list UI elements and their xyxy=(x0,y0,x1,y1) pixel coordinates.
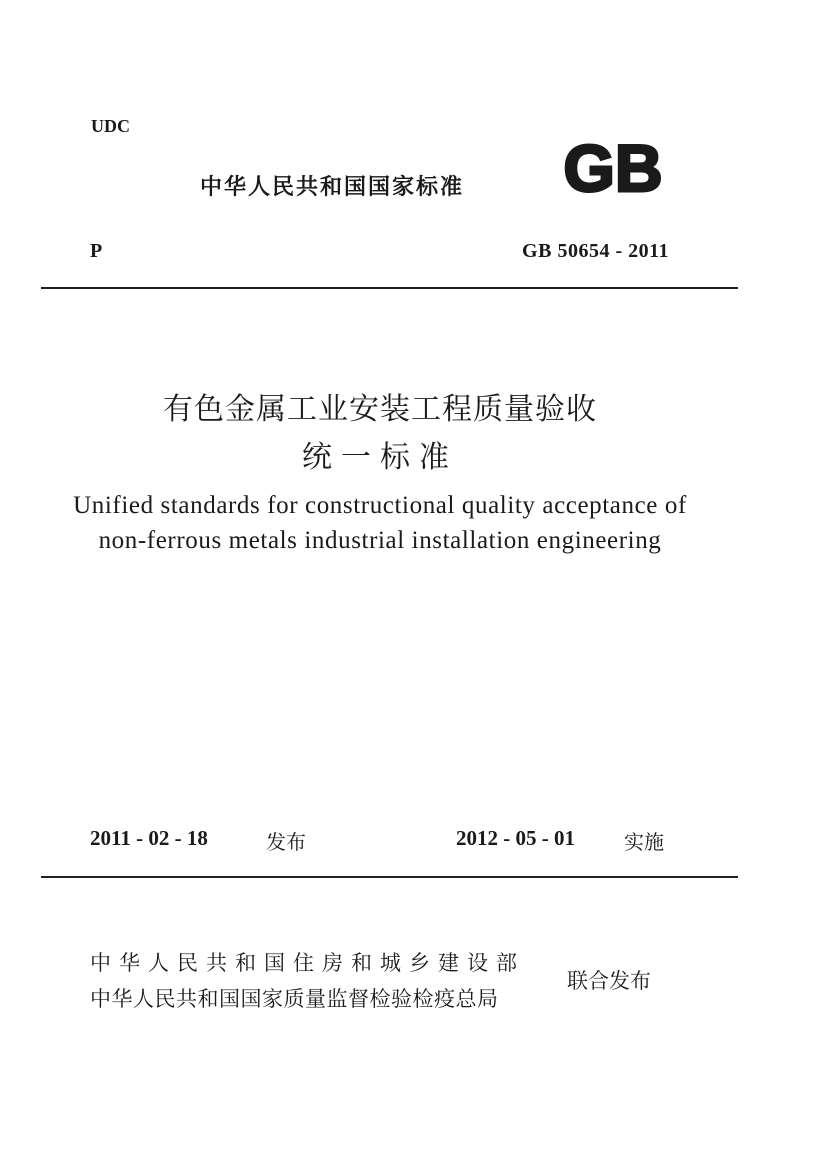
gb-logo xyxy=(552,135,674,201)
classification-code: P xyxy=(90,240,103,262)
top-divider xyxy=(41,287,738,289)
title-en-line1: Unified standards for constructional quality acceptance of xyxy=(73,492,687,519)
title-cn-line2: 统一标准 xyxy=(302,440,458,475)
issue-date: 2011 - 02 - 18 xyxy=(90,826,208,850)
issue-label: 发布 xyxy=(266,830,306,854)
gb-logo-text: GB xyxy=(563,135,663,201)
effective-label: 实施 xyxy=(624,830,664,854)
effective-date: 2012 - 05 - 01 xyxy=(456,826,575,850)
issuer-aqsiq: 中华人民共和国国家质量监督检验检疫总局 xyxy=(90,987,499,1011)
standard-type-heading: 中华人民共和国国家标准 xyxy=(200,175,465,200)
bottom-divider xyxy=(41,876,738,878)
udc-label: UDC xyxy=(91,116,130,136)
title-en-line2: non-ferrous metals industrial installation engineering xyxy=(98,527,662,554)
title-cn-line1: 有色金属工业安装工程质量验收 xyxy=(163,392,597,427)
joint-issue-label: 联合发布 xyxy=(567,969,651,993)
issuer-ministry-housing: 中华人民共和国住房和城乡建设部 xyxy=(90,951,525,975)
standard-number: GB 50654 - 2011 xyxy=(522,240,669,262)
